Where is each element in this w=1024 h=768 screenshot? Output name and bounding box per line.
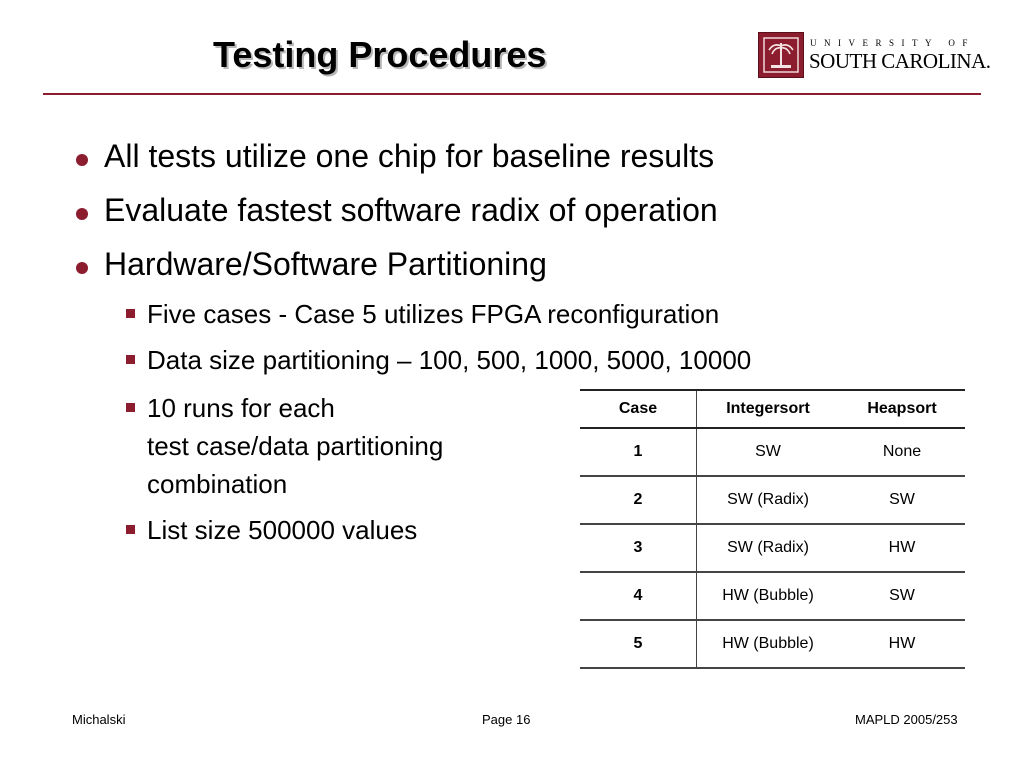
bullet-item: Hardware/Software Partitioning	[104, 246, 547, 282]
table-cell-integersort: SW (Radix)	[697, 524, 840, 572]
cases-table	[580, 389, 965, 669]
table-row	[580, 428, 965, 476]
sub-bullet-item: List size 500000 values	[147, 515, 418, 545]
sub-bullet-item: Five cases - Case 5 utilizes FPGA reconfiguration	[147, 299, 720, 329]
table-cell-case: 3	[580, 524, 697, 572]
bullet-dot-icon	[76, 208, 88, 220]
table-cell-integersort: SW (Radix)	[697, 476, 840, 524]
column-header-integersort: Integersort	[697, 390, 840, 428]
table-cell-case: 1	[580, 428, 697, 476]
table-cell-case: 4	[580, 572, 697, 620]
slide-title: Testing Procedures	[213, 34, 547, 75]
sub-bullet-square-icon	[126, 309, 135, 318]
sub-bullet-item: 10 runs for each	[147, 393, 335, 423]
table-row	[580, 572, 965, 620]
table-cell-integersort: HW (Bubble)	[697, 620, 840, 668]
table-row	[580, 476, 965, 524]
table-cell-integersort: SW	[697, 428, 840, 476]
sub-bullet-square-icon	[126, 403, 135, 412]
table-cell-heapsort: HW	[839, 620, 965, 668]
table-cell-heapsort: HW	[839, 524, 965, 572]
sub-bullet-square-icon	[126, 355, 135, 364]
table-header-row	[580, 390, 965, 428]
sub-bullet-square-icon	[126, 525, 135, 534]
logo-line2: SOUTH CAROLINA.	[809, 49, 991, 73]
palmetto-emblem-icon	[758, 32, 804, 78]
bullet-dot-icon	[76, 262, 88, 274]
sub-bullet-continuation: combination	[147, 469, 288, 499]
bullet-item: All tests utilize one chip for baseline results	[104, 138, 715, 174]
table-row	[580, 524, 965, 572]
column-header-heapsort: Heapsort	[839, 390, 965, 428]
table-cell-case: 2	[580, 476, 697, 524]
table-cell-heapsort: None	[839, 428, 965, 476]
title-divider	[43, 93, 981, 95]
sub-bullet-continuation: test case/data partitioning	[147, 431, 444, 461]
table-cell-heapsort: SW	[839, 572, 965, 620]
column-header-case: Case	[580, 390, 697, 428]
bullet-item: Evaluate fastest software radix of operation	[104, 192, 718, 228]
table-cell-heapsort: SW	[839, 476, 965, 524]
table-cell-case: 5	[580, 620, 697, 668]
logo-line1: UNIVERSITY OF	[810, 38, 975, 48]
footer-page-number: Page 16	[482, 712, 531, 727]
sub-bullet-item: Data size partitioning – 100, 500, 1000, 5000, 10000	[147, 345, 752, 375]
table-cell-integersort: HW (Bubble)	[697, 572, 840, 620]
footer-author: Michalski	[72, 712, 126, 727]
university-logo	[758, 32, 991, 78]
bullet-dot-icon	[76, 154, 88, 166]
footer-conference: MAPLD 2005/253	[855, 712, 958, 727]
table-row	[580, 620, 965, 668]
